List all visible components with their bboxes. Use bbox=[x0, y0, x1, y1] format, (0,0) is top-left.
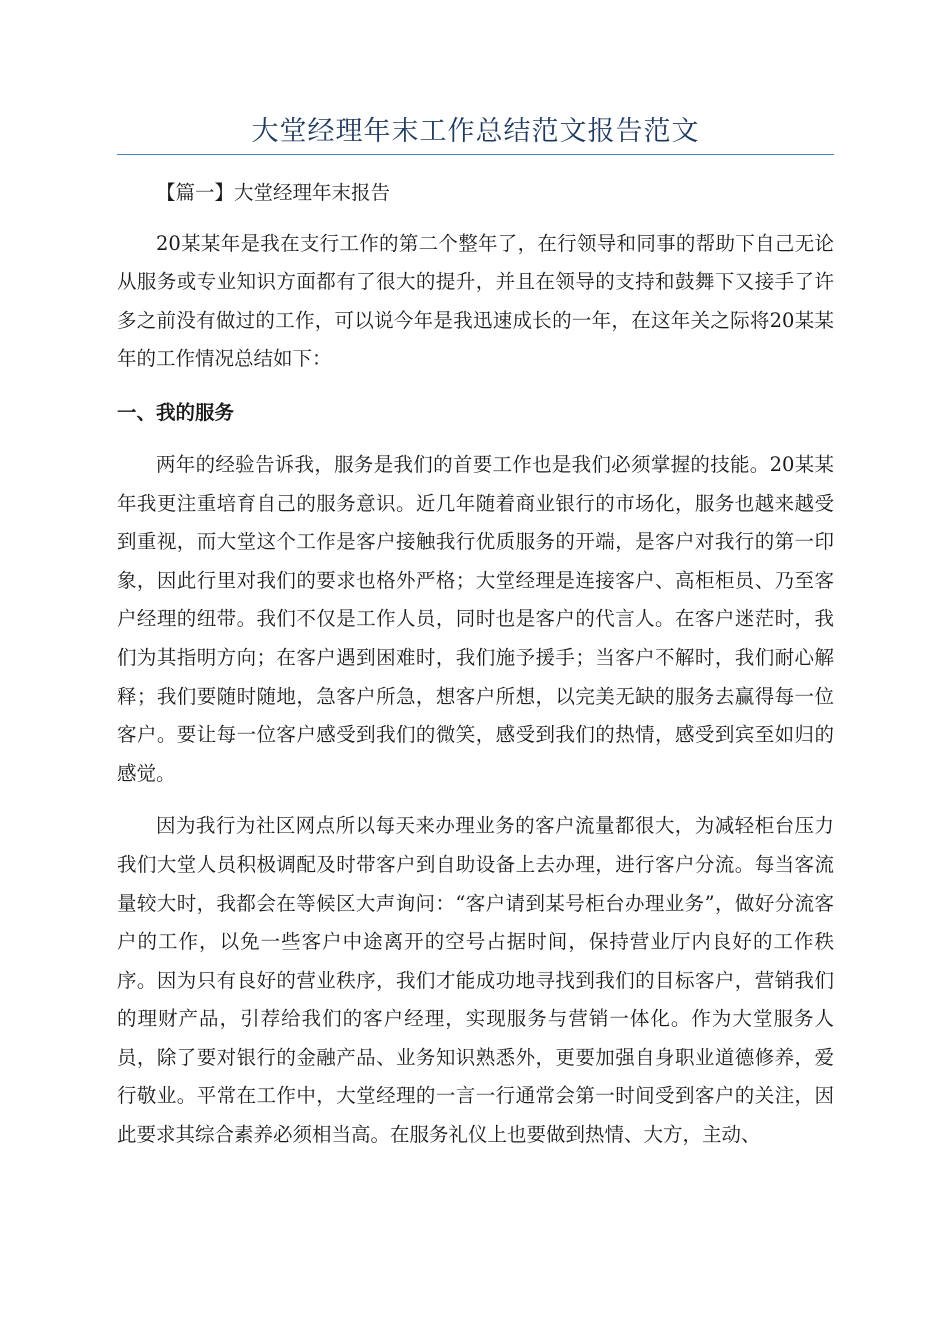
paragraph-service-2: 因为我行为社区网点所以每天来办理业务的客户流量都很大，为减轻柜台压力我们大堂人员积极调配及时带客户到自助设备上去办理，进行客户分流。每当客流量较大时，我都会在等候区大声询问：“客户请到某号柜台办理业务”，做好分流客户的工作，以免一些客户中途离开的空号占据时间，保持营业厅内良好的工作秩序。因为只有良好的营业秩序，我们才能成功地寻找到我们的目标客户，营销我们的理财产品，引荐给我们的客户经理，实现服务与营销一体化。作为大堂服务人员，除了要对银行的金融产品、业务知识熟悉外，更要加强自身职业道德修养，爱行敬业。平常在工作中，大堂经理的一言一行通常会第一时间受到客户的关注，因此要求其综合素养必须相当高。在服务礼仪上也要做到热情、大方，主动、 bbox=[117, 814, 834, 1147]
section-label: 【篇一】大堂经理年末报告 bbox=[156, 181, 391, 204]
section-heading-service: 一、我的服务 bbox=[117, 400, 235, 424]
document-page bbox=[117, 0, 834, 1344]
title-underline bbox=[117, 154, 834, 155]
document-title: 大堂经理年末工作总结范文报告范文 bbox=[251, 116, 700, 147]
document-body bbox=[117, 174, 834, 1155]
paragraph-service-1: 两年的经验告诉我，服务是我们的首要工作也是我们必须掌握的技能。20某某年我更注重培育自己的服务意识。近几年随着商业银行的市场化，服务也越来越受到重视，而大堂这个工作是客户接触我行优质服务的开端，是客户对我行的第一印象，因此行里对我们的要求也格外严格；大堂经理是连接客户、高柜柜员、乃至客户经理的纽带。我们不仅是工作人员，同时也是客户的代言人。在客户迷茫时，我们为其指明方向；在客户遇到困难时，我们施予援手；当客户不解时，我们耐心解释；我们要随时随地，急客户所急，想客户所想，以完美无缺的服务去赢得每一位客户。要让每一位客户感受到我们的微笑，感受到我们的热情，感受到宾至如归的感觉。 bbox=[117, 452, 834, 785]
paragraph-intro: 20某某年是我在支行工作的第二个整年了，在行领导和同事的帮助下自己无论从服务或专业知识方面都有了很大的提升，并且在领导的支持和鼓舞下又接手了许多之前没有做过的工作，可以说今年是我迅速成长的一年，在这年关之际将20某某年的工作情况总结如下： bbox=[117, 231, 834, 371]
